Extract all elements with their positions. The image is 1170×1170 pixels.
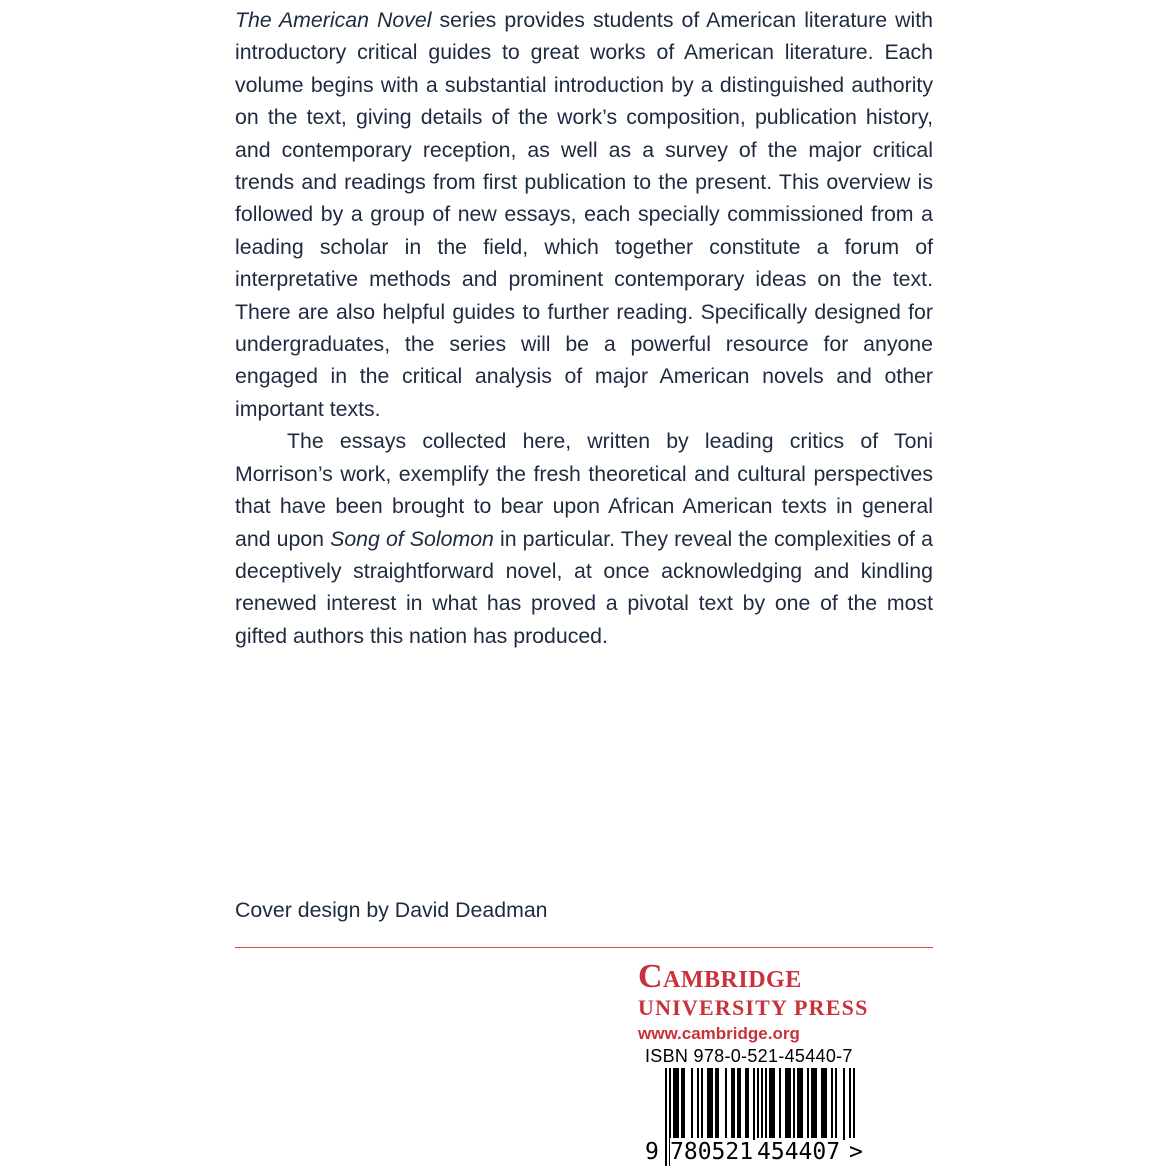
barcode-bar bbox=[691, 1068, 693, 1140]
barcode-lead-digit: 9 bbox=[645, 1139, 659, 1165]
barcode-bar bbox=[739, 1068, 741, 1140]
description-paragraph-2-text-after: in particular. They reveal the complexities of a deceptively straightforward novel, at once acknowledging and kindling renewed interest in what has proved a pivotal text by one of the most gifted authors this nation has produced. bbox=[235, 526, 933, 648]
barcode-bar bbox=[701, 1068, 703, 1140]
barcode-bar bbox=[813, 1068, 815, 1140]
barcode-bar bbox=[711, 1068, 713, 1140]
barcode-bar bbox=[825, 1068, 827, 1140]
publisher-name: Cambridge bbox=[638, 958, 802, 995]
publisher-logo bbox=[638, 958, 878, 1046]
barcode-bar bbox=[843, 1068, 845, 1140]
barcode-bar bbox=[715, 1068, 717, 1140]
description-paragraph-1 bbox=[235, 4, 933, 425]
barcode-bar bbox=[675, 1068, 677, 1140]
barcode-bar bbox=[785, 1068, 787, 1140]
barcode-bar bbox=[673, 1068, 675, 1140]
description-paragraph-1-text: series provides students of American literature with introductory critical guides to great works of American literature. Each volume begins with a substantial introduction by a distinguished authority on the text, giving details of the work’s composition, publication history, and contemporary reception, as well as a survey of the major critical trends and readings from first publication to the present. This overview is followed by a group of new essays, each specially commissioned from a leading scholar in the field, which together constitute a forum of interpretative methods and prominent contemporary ideas on the text. There are also helpful guides to further reading. Specifically designed for undergraduates, the series will be a powerful resource for anyone engaged in the critical analysis of major American novels and other important texts. bbox=[235, 8, 933, 421]
barcode-bar bbox=[823, 1068, 825, 1140]
barcode-bar bbox=[745, 1068, 747, 1140]
barcode-bar bbox=[737, 1068, 739, 1140]
barcode-bar bbox=[677, 1068, 679, 1140]
barcode-bar bbox=[665, 1068, 667, 1166]
barcode-bar bbox=[683, 1068, 685, 1140]
barcode-bar bbox=[835, 1068, 837, 1140]
isbn-label: ISBN 978-0-521-45440-7 bbox=[645, 1046, 853, 1066]
barcode-bar bbox=[733, 1068, 735, 1140]
barcode-bar bbox=[797, 1068, 799, 1140]
barcode-bar bbox=[769, 1068, 771, 1140]
barcode-bar bbox=[731, 1068, 733, 1140]
barcode-bar bbox=[821, 1068, 823, 1140]
barcode-bar bbox=[697, 1068, 699, 1140]
barcode-bar bbox=[707, 1068, 709, 1140]
barcode-left-group: 780521 bbox=[670, 1139, 754, 1165]
series-title: The American Novel bbox=[235, 8, 432, 32]
publisher-subtitle: UNIVERSITY PRESS bbox=[638, 995, 869, 1020]
barcode-bar bbox=[789, 1068, 791, 1140]
barcode-bar bbox=[771, 1068, 773, 1140]
barcode-bar bbox=[725, 1068, 727, 1140]
barcode-bar bbox=[807, 1068, 809, 1140]
barcode-bar bbox=[765, 1068, 767, 1140]
barcode-bar bbox=[753, 1068, 755, 1140]
divider-rule bbox=[235, 947, 933, 948]
barcode-bar bbox=[793, 1068, 795, 1140]
barcode-end-mark: > bbox=[849, 1139, 863, 1165]
barcode-bar bbox=[773, 1068, 775, 1140]
barcode-bar bbox=[799, 1068, 801, 1140]
publisher-url: www.cambridge.org bbox=[638, 1024, 800, 1043]
book-title: Song of Solomon bbox=[330, 526, 494, 551]
barcode-bar bbox=[801, 1068, 803, 1140]
description-paragraph-2 bbox=[235, 425, 933, 652]
barcode-bar bbox=[709, 1068, 711, 1140]
barcode-bar bbox=[681, 1068, 683, 1140]
barcode-bar bbox=[747, 1068, 749, 1140]
barcode-bar bbox=[779, 1068, 781, 1140]
barcode-bar bbox=[831, 1068, 833, 1140]
barcode-bar bbox=[787, 1068, 789, 1140]
barcode-bar bbox=[815, 1068, 817, 1140]
barcode-right-group: 454407 bbox=[757, 1139, 841, 1165]
description-blurb bbox=[235, 4, 933, 652]
cover-design-credit: Cover design by David Deadman bbox=[235, 898, 548, 922]
barcode-bar bbox=[717, 1068, 719, 1140]
barcode-bar bbox=[811, 1068, 813, 1140]
description-paragraph-2-text-before: The essays collected here, written by leading critics of Toni Morrison’s work, exemplify the fresh theoretical and cultural perspectives that have been brought to bear upon African American texts in general and upon bbox=[235, 429, 933, 551]
